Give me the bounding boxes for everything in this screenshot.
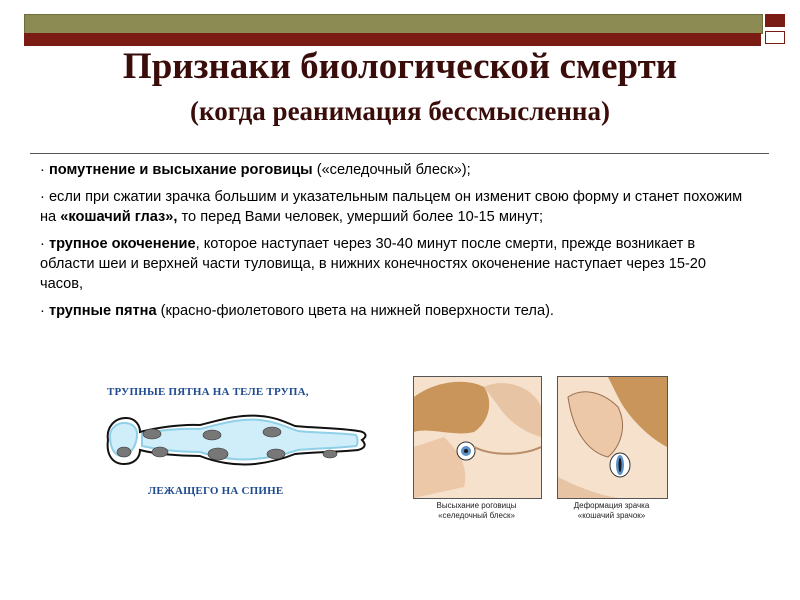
bullet-item-cat-eye	[40, 187, 750, 227]
photo-caption-pupil	[557, 501, 666, 521]
bullet-item-livor-mortis	[40, 301, 750, 321]
bullet-text: (красно-фиолетового цвета на нижней поверхности тела).	[156, 303, 554, 319]
figure-caption-bottom: ЛЕЖАЩЕГО НА СПИНЕ	[148, 485, 284, 497]
bullet-text: («селедочный блеск»);	[312, 162, 471, 178]
photo-caption-line: Высыхание роговицы	[436, 501, 517, 510]
photo-caption-cornea	[413, 501, 540, 521]
photo-caption-line: «селедочный блеск»	[438, 511, 515, 520]
bullet-marker: ·	[40, 162, 45, 178]
bullet-text: , которое наступает через 30-40 минут после смерти, прежде возникает в области шеи и верхней части туловища, в нижних конечностях окоченение наступает через 15-20 часов,	[40, 236, 707, 292]
figure-caption-top: ТРУПНЫЕ ПЯТНА НА ТЕЛЕ ТРУПА,	[107, 386, 309, 398]
bullet-bold-text: трупное окоченение	[48, 236, 196, 252]
bullet-marker: ·	[40, 303, 45, 319]
bullet-item-cornea	[40, 160, 750, 180]
face-illustration-2	[558, 377, 667, 498]
photo-pupil-deformation	[557, 376, 668, 499]
photo-cornea-drying	[413, 376, 542, 499]
bullet-list	[40, 160, 750, 328]
bullet-item-rigor-mortis	[40, 234, 750, 294]
bullet-bold-text: «кошачий глаз»,	[60, 209, 178, 225]
title-divider	[30, 153, 769, 154]
bullet-marker: ·	[40, 189, 45, 205]
header-corner-square-filled	[765, 14, 785, 27]
body-outline-illustration	[100, 398, 370, 480]
header-olive-bar	[24, 14, 763, 34]
bullet-bold-text: трупные пятна	[48, 303, 157, 319]
bullet-text: если при сжатии зрачка большим и указательным пальцем он изменит свою форму и станет похожим на	[40, 189, 743, 225]
photo-caption-line: «кошачий зрачок»	[577, 511, 646, 520]
slide-subtitle: (когда реанимация бессмысленна)	[190, 96, 610, 126]
slide-title: Признаки биологической смерти	[122, 46, 678, 87]
header-corner-square-outline	[765, 31, 785, 44]
face-illustration-1	[414, 377, 541, 498]
photo-caption-line: Деформация зрачка	[573, 501, 650, 510]
bullet-bold-text: помутнение и высыхание роговицы	[48, 162, 313, 178]
bullet-marker: ·	[40, 236, 45, 252]
bullet-text: то перед Вами человек, умерший более 10-15 минут;	[177, 209, 544, 225]
